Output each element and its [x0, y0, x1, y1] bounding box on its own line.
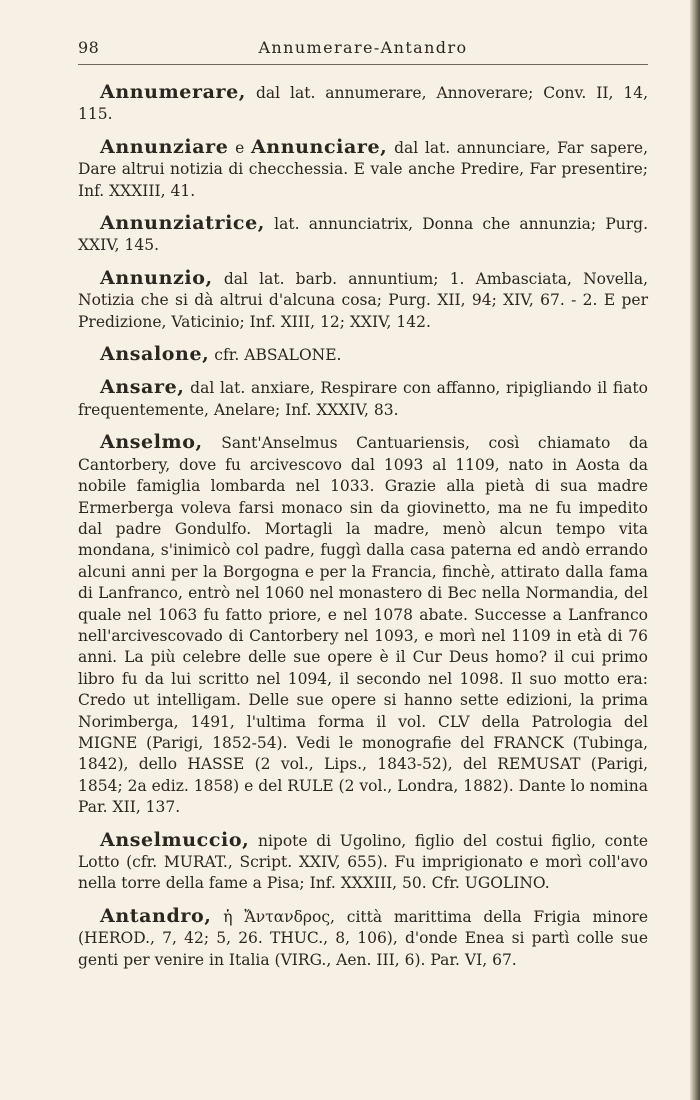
entry-text: cfr. ABSALONE.	[209, 346, 342, 365]
entry-anselmo	[78, 432, 648, 818]
page-number: 98	[78, 38, 100, 57]
headword: Annunziatrice,	[100, 212, 265, 235]
headword-variant: Annunciare,	[250, 135, 388, 158]
page-edge	[690, 0, 700, 1100]
headword: Anselmo,	[100, 431, 203, 454]
entry-annunziare	[78, 137, 648, 202]
entry-antandro	[78, 906, 648, 971]
entry-ansalone	[78, 344, 648, 366]
headword: Annumerare,	[100, 81, 247, 103]
entry-text: ἡ Ἄντανδρος, città marittima della Frigia minore (HEROD., 7, 42; 5, 26. THUC., 8, 106), d'onde Enea si partì colle sue genti per venire in Italia (VIRG., Aen. III, 6). Par. VI, 67.	[78, 907, 648, 969]
headword: Annunzio,	[100, 266, 213, 289]
running-title: Annumerare-Antandro	[258, 38, 468, 57]
headword: Ansare,	[100, 376, 185, 399]
conjunction: e	[228, 138, 251, 157]
entry-ansare	[78, 377, 648, 421]
dictionary-entries	[78, 82, 648, 982]
entry-text: dal lat. annunciare, Far sapere, Dare altrui notizia di checchessia. E vale anche Predire, Far presentire; Inf. XXXIII, 41.	[78, 138, 648, 200]
headword: Ansalone,	[100, 343, 210, 366]
headword: Annunziare	[100, 135, 229, 158]
headword: Anselmuccio,	[100, 828, 250, 851]
entry-text: dal lat. anxiare, Respirare con affanno, ripigliando il fiato frequentemente, Anelare; Inf. XXXIV, 83.	[78, 379, 648, 419]
entry-annumerare	[78, 82, 648, 126]
entry-annunziatrice	[78, 213, 648, 257]
entry-annunzio	[78, 268, 648, 333]
entry-text: Sant'Anselmus Cantuariensis, così chiamato da Cantorbery, dove fu arcivescovo dal 1093 al 1109, nato in Aosta da nobile famiglia lombarda nel 1033. Grazie alla pietà di sua madre Ermerberga voleva farsi monaco sin da giovinetto, ma ne fu impedito dal padre Gondulfo. Mortagli la madre, menò alcun tempo vita mondana, s'inimicò col padre, fuggì dalla casa paterna ed andò errando alcuni anni per la Borgogna e per la Francia, finchè, attirato dalla fama di Lanfranco, entrò nel 1060 nel monastero di Bec nella Normandia, del quale nel 1063 fu fatto priore, e nel 1078 abate. Successe a Lanfranco nell'arcivescovado di Cantorbery nel 1093, e morì nel 1109 in età di 76 anni. La più celebre delle sue opere è il Cur Deus homo? il cui primo libro fu da lui scritto nel 1094, il secondo nel 1098. Il suo motto era: Credo ut intelligam. Delle sue opere si hanno sette edizioni, la prima Norimberga, 1491, l'ultima forma il vol. CLV della Patrologia del MIGNE (Parigi, 1852-54). Vedi le monografie del FRANCK (Tubinga, 1842), dello HASSE (2 vol., Lips., 1843-52), del REMUSAT (Parigi, 1854; 2a ediz. 1858) e del RULE (2 vol., Londra, 1882). Dante lo nomina Par. XII, 137.	[78, 434, 648, 817]
entry-text: dal lat. annumerare, Annoverare; Conv. II, 14, 115.	[78, 84, 648, 124]
entry-text: nipote di Ugolino, figlio del costui figlio, conte Lotto (cfr. MURAT., Script. XXIV, 655). Fu imprigionato e morì coll'avo nella torre della fame a Pisa; Inf. XXXIII, 50. Cfr. UGOLINO.	[78, 831, 648, 893]
headword: Antandro,	[100, 904, 212, 927]
entry-text: lat. annunciatrix, Donna che annunzia; Purg. XXIV, 145.	[78, 215, 648, 255]
entry-text: dal lat. barb. annuntium; 1. Ambasciata, Novella, Notizia che si dà altrui d'alcuna cosa; Purg. XII, 94; XIV, 67. - 2. E per Predizione, Vaticinio; Inf. XIII, 12; XXIV, 142.	[78, 269, 648, 331]
page-header	[78, 34, 648, 65]
entry-anselmuccio	[78, 830, 648, 895]
